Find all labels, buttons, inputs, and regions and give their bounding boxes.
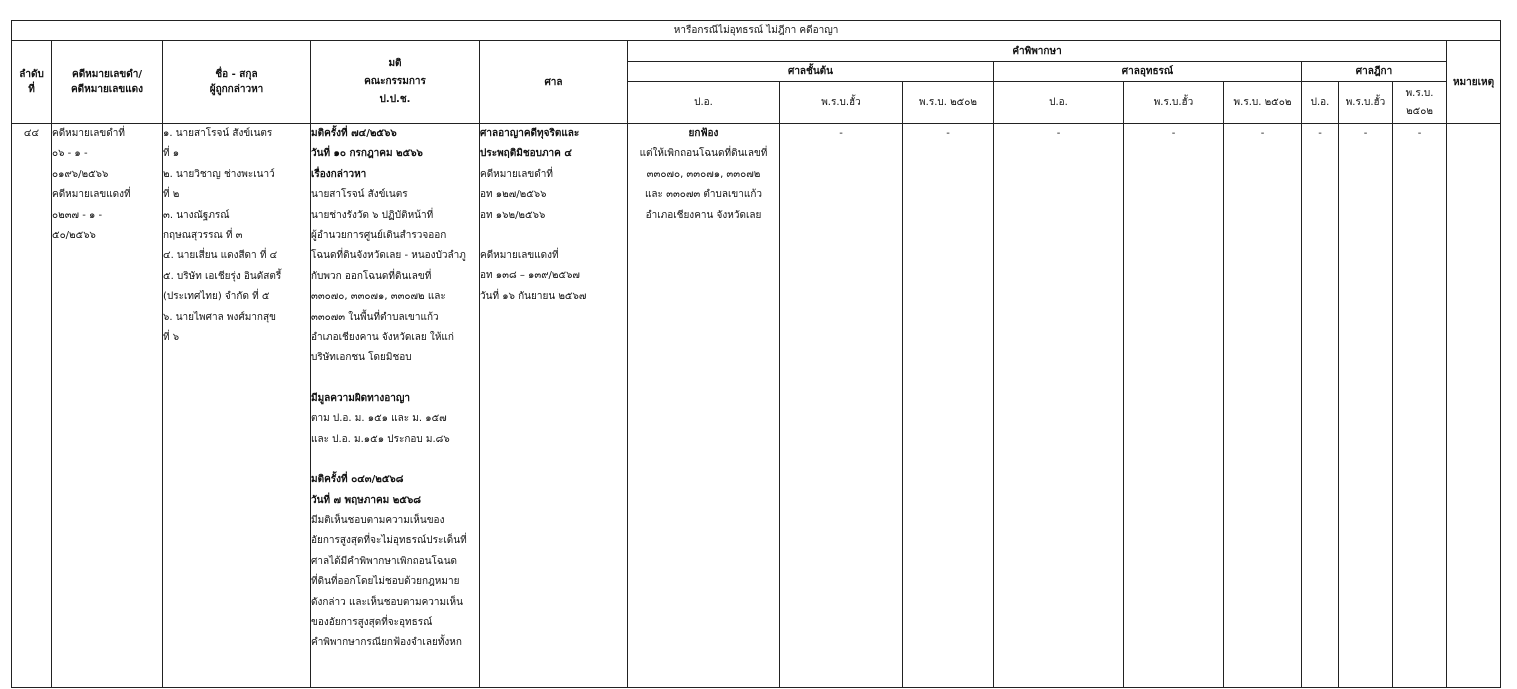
row-appeal-2502: -	[1224, 124, 1302, 688]
sub-appeal-2502: พ.ร.บ. ๒๕๐๒	[1224, 82, 1302, 124]
row-appeal-po: -	[994, 124, 1124, 688]
sub-first-fa: พ.ร.บ.ฮั้ว	[780, 82, 903, 124]
header-judgment: คำพิพากษา	[628, 41, 1447, 62]
row-remark	[1447, 124, 1501, 688]
sub-supreme-fa: พ.ร.บ.ฮั้ว	[1339, 82, 1393, 124]
sub-first-po: ป.อ.	[628, 82, 780, 124]
row-first-fa: -	[780, 124, 903, 688]
row-supreme-po: -	[1302, 124, 1339, 688]
sub-supreme-2502: พ.ร.บ. ๒๕๐๒	[1393, 82, 1447, 124]
header-court-appeal: ศาลอุทธรณ์	[994, 62, 1302, 82]
header-order: ลำดับ ที่	[12, 41, 52, 124]
row-first-2502: -	[903, 124, 994, 688]
row-resolution: มติครั้งที่ ๗๔/๒๕๖๖ วันที่ ๑๐ กรกฎาคม ๒๕๖๖ เรื่องกล่าวหา นายสาโรจน์ สังข์เนตร นายช่างรังวัด ๖ ปฏิบัติหน้าที่ ผู้อำนวยการศูนย์เดินสำรวจออก โฉนดที่ดินจังหวัดเลย - หนองบัวลำภู กับพวก ออกโฉนดที่ดินเลขที่ ๓๓๐๗๐, ๓๓๐๗๑, ๓๓๐๗๒ และ ๓๓๐๗๓ ในพื้นที่ตำบลเขาแก้ว อำเภอเชียงคาน จังหวัดเลย ให้แก่ บริษัทเอกชน โดยมิชอบ มีมูลความผิดทางอาญา ตาม ป.อ. ม. ๑๕๑ และ ม. ๑๕๗ และ ป.อ. ม.๑๕๑ ประกอบ ม.๘๖ มติครั้งที่ ๐๔๓/๒๕๖๘ วันที่ ๗ พฤษภาคม ๒๕๖๘ มีมติเห็นชอบตามความเห็นของ อัยการสูงสุดที่จะไม่อุทธรณ์ประเด็นที่ ศาลได้มีคำพิพากษาเพิกถอนโฉนด ที่ดินที่ออกโดยไม่ชอบด้วยกฎหมาย ดังกล่าว และเห็นชอบตามความเห็น ของอัยการสูงสุดที่จะอุทธรณ์ คำพิพากษากรณียกฟ้องจำเลยทั้งหก	[311, 124, 480, 688]
header-name: ชื่อ - สกุล ผู้ถูกกล่าวหา	[163, 41, 311, 124]
header-court-first: ศาลชั้นต้น	[628, 62, 994, 82]
sub-appeal-po: ป.อ.	[994, 82, 1124, 124]
case-table	[11, 20, 1501, 688]
sub-supreme-po: ป.อ.	[1302, 82, 1339, 124]
sub-first-2502: พ.ร.บ. ๒๕๐๒	[903, 82, 994, 124]
row-supreme-fa: -	[1339, 124, 1393, 688]
row-supreme-2502: -	[1393, 124, 1447, 688]
header-resolution: มติ คณะกรรมการ ป.ป.ช.	[311, 41, 480, 124]
row-names: ๑. นายสาโรจน์ สังข์เนตร ที่ ๑ ๒. นายวิชาญ ช่างพะเนาว์ ที่ ๒ ๓. นางณัฐภรณ์ กฤษณสุวรรณ ที่ ๓ ๔. นายเสี่ยน แดงสีดา ที่ ๔ ๕. บริษัท เอเชียรุ่ง อินดัสตรี้ (ประเทศไทย) จำกัด ที่ ๕ ๖. นายไพศาล พงศ์มากสุข ที่ ๖	[163, 124, 311, 688]
row-first-po: ยกฟ้อง แต่ให้เพิกถอนโฉนดที่ดินเลขที่ ๓๓๐๗๐, ๓๓๐๗๑, ๓๓๐๗๒ และ ๓๓๐๗๓ ตำบลเขาแก้ว อำเภอเชียงคาน จังหวัดเลย	[628, 124, 780, 688]
row-court: ศาลอาญาคดีทุจริตและ ประพฤติมิชอบภาค ๔ คดีหมายเลขดำที่ อท ๑๒๗/๒๕๖๖ อท ๑๖๒/๒๕๖๖ คดีหมายเลขแดงที่ อท ๑๓๘ – ๑๓๙/๒๕๖๗ วันที่ ๑๖ กันยายน ๒๕๖๗	[480, 124, 628, 688]
row-appeal-fa: -	[1124, 124, 1224, 688]
row-order: ๔๔	[12, 124, 52, 688]
header-remark: หมายเหตุ	[1447, 41, 1501, 124]
table-title: หารือกรณีไม่อุทธรณ์ ไม่ฎีกา คดีอาญา	[12, 21, 1501, 41]
sub-appeal-fa: พ.ร.บ.ฮั้ว	[1124, 82, 1224, 124]
row-case-no: คดีหมายเลขดำที่ ๐๖ - ๑ - ๐๑๙๖/๒๕๖๖ คดีหมายเลขแดงที่ ๐๒๓๗ - ๑ - ๕๐/๒๕๖๖	[52, 124, 163, 688]
header-court-supreme: ศาลฎีกา	[1302, 62, 1447, 82]
table-row	[12, 124, 1501, 688]
header-court: ศาล	[480, 41, 628, 124]
header-case-no: คดีหมายเลขดำ/ คดีหมายเลขแดง	[52, 41, 163, 124]
